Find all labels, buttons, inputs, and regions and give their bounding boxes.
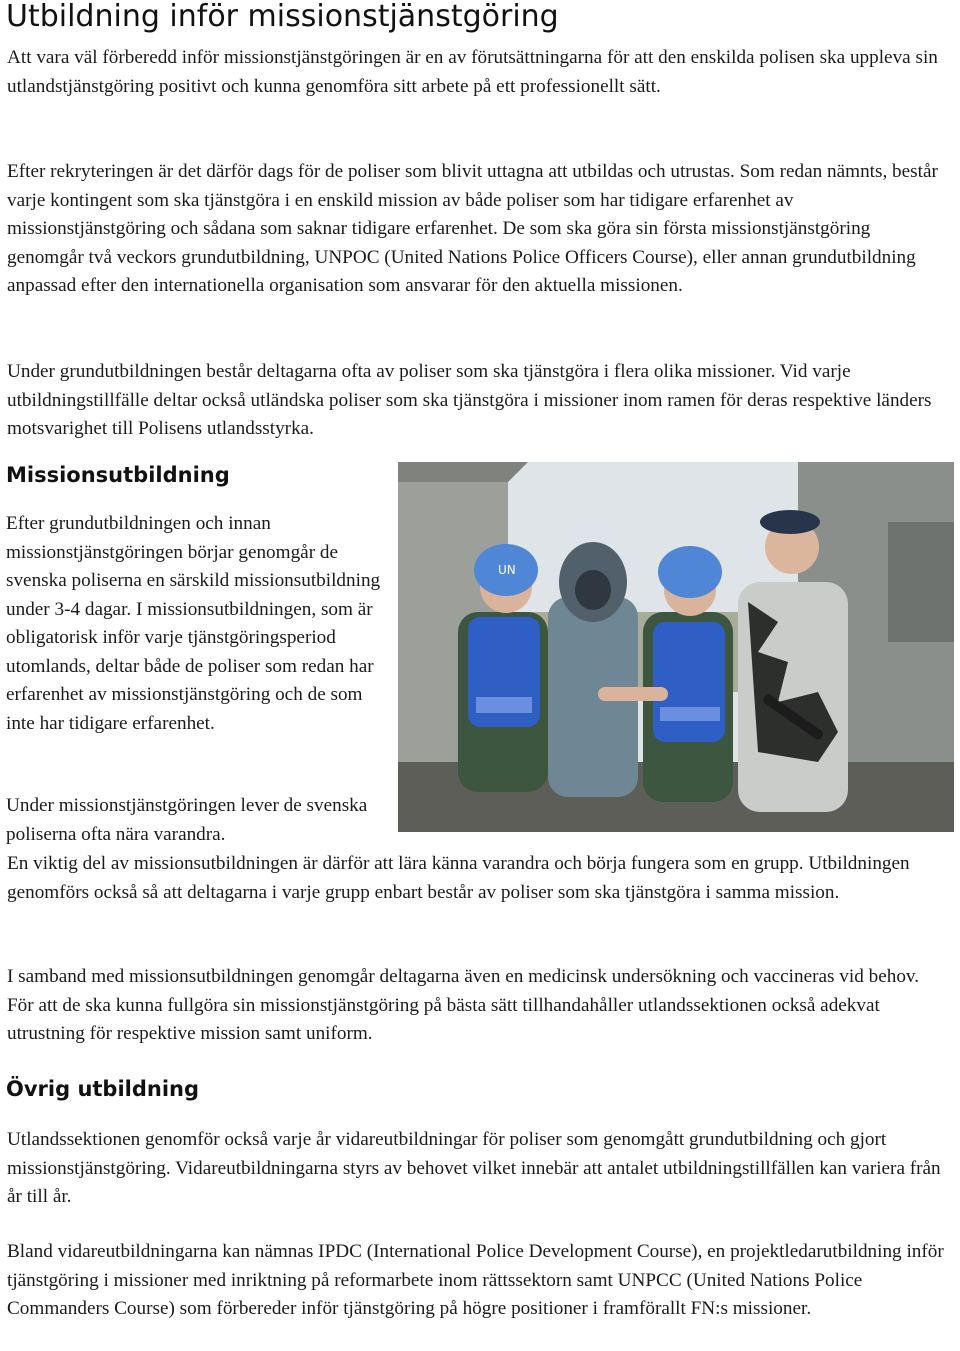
hooded-person <box>548 542 638 797</box>
un-police-training-photo <box>398 462 954 832</box>
intro-paragraph-1: Att vara väl förberedd inför missionstjänstgöringen är en av förutsättningarna för att den enskilda polisen ska uppleva sin utlandstjänstgöring positivt och kunna genomföra sitt arbete på ett professionellt sätt. <box>7 47 938 97</box>
helmet-un-text: UN <box>498 563 516 577</box>
other-paragraph-2: Bland vidareutbildningarna kan nämnas IPDC (International Police Development Course), en projektledarutbildning inför tjänstgöring i missioner med inriktning på reformarbete inom rättssektorn samt UNPCC (United Nations Police Commanders Course) som förbereder inför tjänstgöring på högre positioner i framförallt FN:s missioner. <box>7 1241 944 1319</box>
section-heading-missionsutbildning: Missionsutbildning <box>6 463 230 487</box>
mission-paragraph-3: En viktig del av missionsutbildningen är därför att lära känna varandra och börja fungera som en grupp. Utbildningen genomförs också så att deltagarna i varje grupp enbart består av poliser som ska tjänstgöra i samma mission. <box>7 853 910 903</box>
intro-paragraph-3: Under grundutbildningen består deltagarna ofta av poliser som ska tjänstgöra i flera olika missioner. Vid varje utbildningstillfälle deltar också utländska poliser som ska tjänstgöra i missioner inom ramen för deras respektive länders motsvarighet till Polisens utlandsstyrka. <box>7 361 932 439</box>
mission-column-paragraph-2: Under missionstjänstgöringen lever de svenska poliserna ofta nära varandra. <box>6 795 368 845</box>
photo-illustration <box>398 462 954 832</box>
page-title: Utbildning inför missionstjänstgöring <box>6 0 559 34</box>
mission-column-paragraph-1: Efter grundutbildningen och innan missionstjänstgöringen börjar genomgår de svenska poliserna en särskild missionsutbildning under 3-4 dagar. I missionsutbildningen, som är obligatorisk inför varje tjänstgöringsperiod utomlands, deltar både de poliser som redan har erfarenhet av missionstjänstgöring och de som inte har tidigare erfarenhet. <box>6 513 381 734</box>
intro-paragraph-2: Efter rekryteringen är det därför dags för de poliser som blivit uttagna att utbildas och utrustas. Som redan nämnts, består varje kontingent som ska tjänstgöra i en enskild mission av både poliser som har tidigare erfarenhet av missionstjänstgöring och sådana som saknar tidigare erfarenhet. De som ska göra sin första missionstjänstgöring genomgår två veckors grundutbildning, UNPOC (United Nations Police Officers Course), eller annan grundutbildning anpassad efter den internationella organisation som ansvarar för den aktuella missionen. <box>7 161 938 296</box>
section-heading-ovrig-utbildning: Övrig utbildning <box>6 1077 200 1101</box>
mission-paragraph-4: I samband med missionsutbildningen genomgår deltagarna även en medicinsk undersökning och vaccineras vid behov. För att de ska kunna fullgöra sin missionstjänstgöring på bästa sätt tillhandahåller utlandssektionen också adekvat utrustning för respektive mission samt uniform. <box>7 966 920 1044</box>
other-paragraph-1: Utlandssektionen genomför också varje år vidareutbildningar för poliser som genomgått grundutbildning och gjort missionstjänstgöring. Vidareutbildningarna styrs av behovet vilket innebär att antalet utbildningstillfällen kan variera från år till år. <box>7 1129 941 1207</box>
